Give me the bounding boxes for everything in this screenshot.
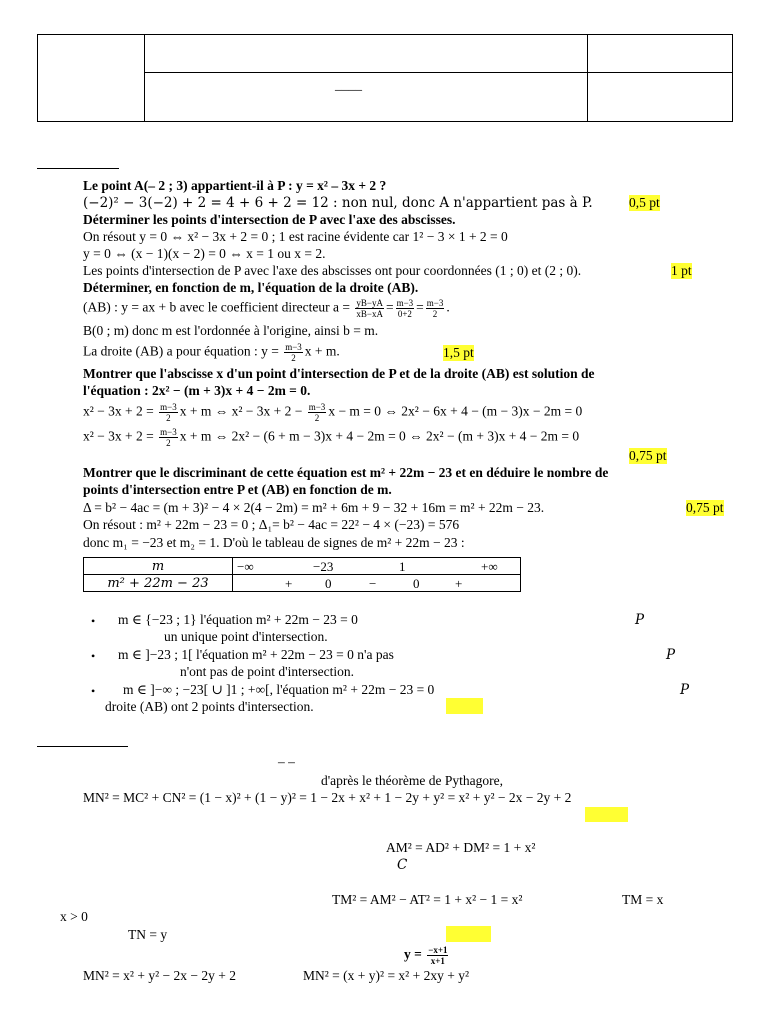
- exercise2-heading-underline: [37, 746, 128, 747]
- q4-label-line2: l'équation : 2x² − (m + 3)x + 4 − 2m = 0.: [83, 383, 311, 398]
- q5-label-line1: Montrer que le discriminant de cette équation est m² + 22m − 23 et en déduire le nombre de: [83, 465, 609, 480]
- bullet-icon: •: [91, 614, 96, 628]
- bullet3-highlight: [446, 698, 483, 714]
- q3-line3-end: x + m.: [304, 343, 340, 359]
- q2-label: Déterminer les points d'intersection de P avec l'axe des abscisses.: [83, 212, 456, 227]
- bullet3-p: P: [680, 682, 690, 698]
- bullet2-line1: m ∈ ]−23 ; 1[ l'équation m² + 22m − 23 = 0 n'a pas: [118, 647, 394, 662]
- ex2-dashes: – –: [278, 754, 295, 769]
- header-right-cell-2: [588, 73, 733, 122]
- q4-points: 0,75 pt: [629, 448, 667, 463]
- q5-label-line2: points d'intersection entre P et (AB) en fonction de m.: [83, 482, 392, 497]
- header-subtitle-cell: [145, 73, 588, 122]
- q5-line1: Δ = b² − 4ac = (m + 3)² − 4 × 2(4 − 2m) = m² + 6m + 9 − 32 + 16m = m² + 22m − 23.: [83, 500, 545, 515]
- ex2-line1: d'après le théorème de Pythagore,: [321, 773, 503, 788]
- q3-equation-fraction: $\frac{m-3}{2}$: [285, 342, 302, 363]
- ex2-line6: TM = x: [622, 892, 664, 907]
- q1-points: 0,5 pt: [629, 195, 660, 210]
- q2-line2: y = 0 ⇔ (x − 1)(x − 2) = 0 ⇔ x = 1 ou x = 2.: [83, 246, 326, 261]
- q3-points: 1,5 pt: [443, 345, 474, 360]
- ex2-highlight-1: [585, 807, 628, 822]
- bullet2-p: P: [666, 647, 676, 663]
- header-right-cell: [588, 35, 733, 73]
- q4-fraction-3: $\frac{m-3}{2}$: [160, 427, 177, 448]
- q4-line2: x² − 3x + 2 = $\frac{m-3}{2}$ x + m ⇔ 2x² − (6 + m − 3)x + 4 − 2m = 0 ⇔ 2x² − (m + 3)x + 4 − 2m = 0: [83, 427, 580, 448]
- q1-answer: (−2)² − 3(−2) + 2 = 4 + 6 + 2 = 12 : non nul, donc A n'appartient pas à P.: [83, 195, 593, 211]
- q3-label: Déterminer, en fonction de m, l'équation de la droite (AB).: [83, 280, 419, 295]
- sign-table: [83, 557, 521, 592]
- bullet1-p: P: [635, 612, 645, 628]
- q2-line1: On résout y = 0 ⇔ x² − 3x + 2 = 0 ; 1 est racine évidente car 1² − 3 × 1 + 2 = 0: [83, 229, 508, 244]
- q3-slope-fraction-2: $\frac{m-3}{0+2}$: [396, 298, 414, 319]
- header-title-cell: [145, 35, 588, 73]
- q4-label-line1: Montrer que l'abscisse x d'un point d'intersection de P et de la droite (AB) est solution de: [83, 366, 595, 381]
- bullet1-line2: un unique point d'intersection.: [164, 629, 328, 644]
- q4-line1: x² − 3x + 2 = $\frac{m-3}{2}$ x + m ⇔ x² − 3x + 2 − $\frac{m-3}{2}$ x − m = 0 ⇔ 2x² − 6x + 4 − (m − 3)x − 2m = 0: [83, 402, 583, 423]
- ex2-line7: x > 0: [60, 909, 88, 924]
- bullet1-line1: m ∈ {−23 ; 1} l'équation m² + 22m − 23 = 0: [118, 612, 358, 627]
- ex2-line10b: MN² = (x + y)² = x² + 2xy + y²: [303, 968, 470, 983]
- q3-line1-text: (AB) : y = ax + b avec le coefficient directeur a =: [83, 299, 350, 315]
- q3-line1: (AB) : y = ax + b avec le coefficient directeur a = $\frac{yB-yA}{xB-xA}$ = $\frac{m-3}{0+2}$ = $\frac{m-3}{2}$ .: [83, 298, 450, 319]
- q3-line3-text: La droite (AB) a pour équation : y =: [83, 343, 279, 359]
- q3-line2: B(0 ; m) donc m est l'ordonnée à l'origine, ainsi b = m.: [83, 323, 379, 338]
- ex2-line3: AM² = AD² + DM² = 1 + x²: [386, 840, 536, 855]
- ex2-line9: y = $\frac{-x+1}{x+1}$: [404, 945, 448, 966]
- ex2-line10a: MN² = x² + y² − 2x − 2y + 2: [83, 968, 236, 983]
- q4-fraction-1: $\frac{m-3}{2}$: [160, 402, 177, 423]
- q3-line3: [83, 342, 340, 363]
- q5-points: 0,75 pt: [686, 500, 724, 515]
- bullet-icon: •: [91, 649, 96, 663]
- ex2-highlight-2: [446, 926, 491, 942]
- sign-table-row-poly: m² + 22m − 23 + 0 − 0 +: [84, 575, 521, 592]
- ex2-line8: TN = y: [128, 927, 168, 942]
- bullet3-line1: m ∈ ]−∞ ; −23[ ∪ ]1 ; +∞[, l'équation m² + 22m − 23 = 0: [123, 682, 435, 697]
- q2-points: 1 pt: [671, 263, 692, 278]
- q5-line2: On résout : m² + 22m − 23 = 0 ; Δ₁= b² − 4ac = 22² − 4 × (−23) = 576: [83, 517, 460, 532]
- q3-slope-fraction-1: $\frac{yB-yA}{xB-xA}$: [356, 298, 383, 319]
- sign-table-row-m: m −∞ −23 1 +∞: [84, 558, 521, 575]
- q3-slope-fraction-3: $\frac{m-3}{2}$: [426, 298, 444, 319]
- q2-line3: Les points d'intersection de P avec l'axe des abscisses ont pour coordonnées (1 ; 0) et (2 ; 0).: [83, 263, 582, 278]
- ex2-y-fraction: $\frac{-x+1}{x+1}$: [428, 945, 448, 966]
- ex2-line4: C: [397, 857, 408, 873]
- q1-label: Le point A(– 2 ; 3) appartient-il à P : y = x² – 3x + 2 ?: [83, 178, 387, 193]
- header-dash: ____: [335, 77, 362, 92]
- bullet3-line2: droite (AB) ont 2 points d'intersection.: [105, 699, 314, 714]
- ex2-line2: MN² = MC² + CN² = (1 − x)² + (1 − y)² = 1 − 2x + x² + 1 − 2y + y² = x² + y² − 2x − 2y + 2: [83, 790, 572, 805]
- q4-fraction-2: $\frac{m-3}{2}$: [308, 402, 326, 423]
- header-table: [37, 34, 733, 122]
- bullet2-line2: n'ont pas de point d'intersection.: [180, 664, 354, 679]
- bullet-icon: •: [91, 684, 96, 698]
- q5-line3: donc m₁ = −23 et m₂ = 1. D'où le tableau de signes de m² + 22m − 23 :: [83, 535, 465, 550]
- header-logo-cell: [38, 35, 145, 122]
- ex2-line5: TM² = AM² − AT² = 1 + x² − 1 = x²: [332, 892, 523, 907]
- exercise1-heading-underline: [37, 168, 119, 169]
